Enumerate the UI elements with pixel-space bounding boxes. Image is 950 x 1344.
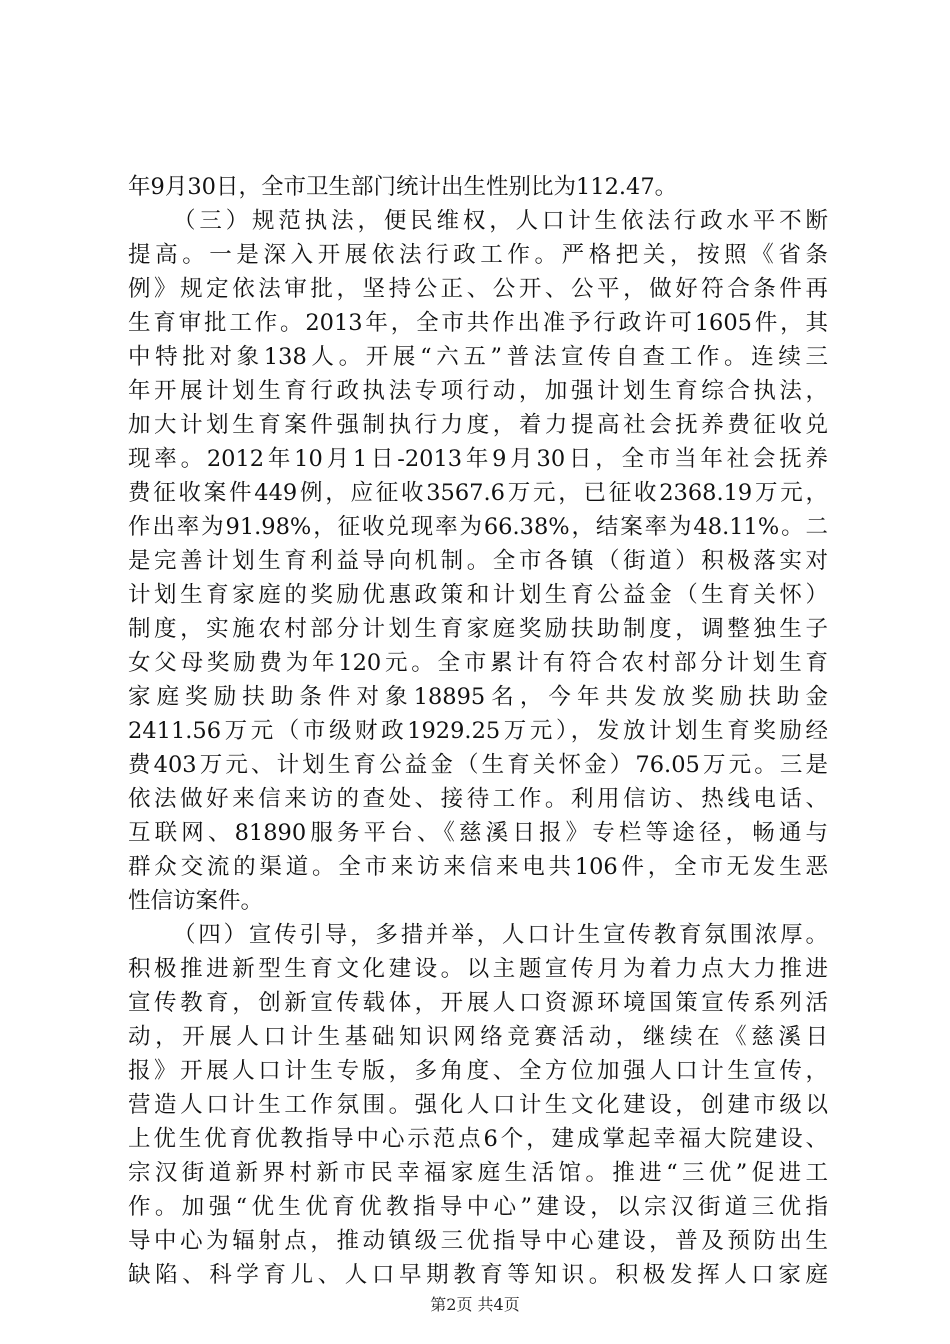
text-line: 例》规定依法审批，坚持公正、公开、公平，做好符合条件再 <box>128 276 828 302</box>
text-line: 营造人口计生工作氛围。强化人口计生文化建设，创建市级以 <box>128 1092 828 1118</box>
text-line: 年开展计划生育行政执法专项行动，加强计划生育综合执法， <box>128 378 828 404</box>
text-line: 互联网、81890服务平台、《慈溪日报》专栏等途径，畅通与 <box>128 820 828 846</box>
section-heading-line: （四）宣传引导，多措并举，人口计生宣传教育氛围浓厚。 <box>173 922 828 948</box>
text-line: 导中心为辐射点，推动镇级三优指导中心建设，普及预防出生 <box>128 1228 828 1254</box>
text-line: 作出率为91.98%，征收兑现率为66.38%，结案率为48.11%。二 <box>128 514 828 540</box>
text-line: 报》开展人口计生专版，多角度、全方位加强人口计生宣传， <box>128 1058 828 1084</box>
text-line: 宗汉街道新界村新市民幸福家庭生活馆。推进“三优”促进工 <box>128 1160 828 1186</box>
text-line: 依法做好来信来访的查处、接待工作。利用信访、热线电话、 <box>128 786 828 812</box>
text-line: 群众交流的渠道。全市来访来信来电共106件，全市无发生恶 <box>128 854 828 880</box>
text-line: 家庭奖励扶助条件对象18895名，今年共发放奖励扶助金 <box>128 684 828 710</box>
text-line: 中特批对象138人。开展“六五”普法宣传自查工作。连续三 <box>128 344 828 370</box>
text-line: 2411.56万元（市级财政1929.25万元），发放计划生育奖励经 <box>128 718 828 744</box>
text-line: 上优生优育优教指导中心示范点6个，建成掌起幸福大院建设、 <box>128 1126 828 1152</box>
text-line: 积极推进新型生育文化建设。以主题宣传月为着力点大力推进 <box>128 956 828 982</box>
page-number-footer: 第2页 共4页 <box>430 1295 520 1314</box>
text-line: 是完善计划生育利益导向机制。全市各镇（街道）积极落实对 <box>128 548 828 574</box>
text-line: 制度，实施农村部分计划生育家庭奖励扶助制度，调整独生子 <box>128 616 828 642</box>
section-heading-line: （三）规范执法，便民维权，人口计生依法行政水平不断 <box>173 208 828 234</box>
text-line: 提高。一是深入开展依法行政工作。严格把关，按照《省条 <box>128 242 828 268</box>
text-line: 费征收案件449例，应征收3567.6万元，已征收2368.19万元， <box>128 480 828 506</box>
text-line: 性信访案件。 <box>128 888 264 914</box>
text-line: 生育审批工作。2013年，全市共作出准予行政许可1605件，其 <box>128 310 828 336</box>
text-line: 年9月30日，全市卫生部门统计出生性别比为112.47。 <box>128 174 678 200</box>
text-line: 现率。2012年10月1日-2013年9月30日，全市当年社会抚养 <box>128 446 828 472</box>
text-line: 宣传教育，创新宣传载体，开展人口资源环境国策宣传系列活 <box>128 990 828 1016</box>
text-line: 费403万元、计划生育公益金（生育关怀金）76.05万元。三是 <box>128 752 828 778</box>
text-line: 加大计划生育案件强制执行力度，着力提高社会抚养费征收兑 <box>128 412 828 438</box>
text-line: 作。加强“优生优育优教指导中心”建设，以宗汉街道三优指 <box>128 1194 828 1220</box>
text-line: 缺陷、科学育儿、人口早期教育等知识。积极发挥人口家庭 <box>128 1262 828 1288</box>
text-line: 女父母奖励费为年120元。全市累计有符合农村部分计划生育 <box>128 650 828 676</box>
text-line: 计划生育家庭的奖励优惠政策和计划生育公益金（生育关怀） <box>128 582 828 608</box>
text-line: 动，开展人口计生基础知识网络竞赛活动，继续在《慈溪日 <box>128 1024 828 1050</box>
